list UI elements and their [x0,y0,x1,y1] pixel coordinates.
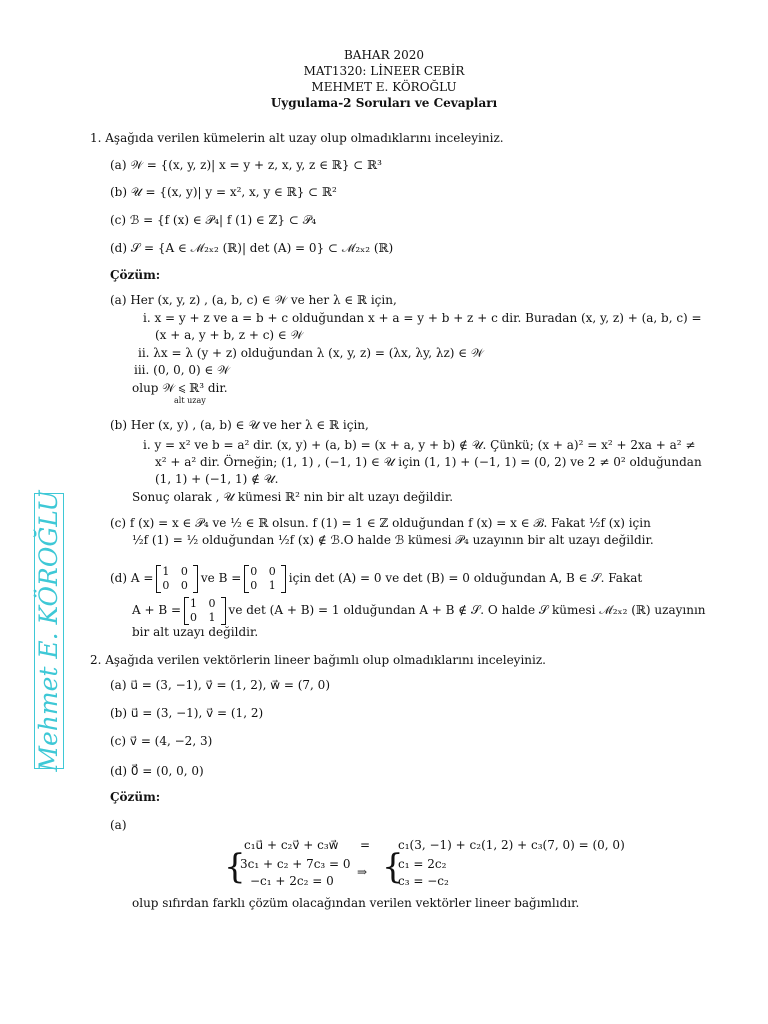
q2-eq-rhs: c₁(3, −1) + c₂(1, 2) + c₃(7, 0) = (0, 0) [398,838,625,852]
right-brace: { [382,847,404,887]
q1-sol-b-end: Sonuç olarak , 𝒰 kümesi ℝ² nin bir alt uzayı değildir. [132,490,454,504]
q1-sol-a-subscript: alt uzay [174,396,206,405]
q2-item-b: (b) u⃗ = (3, −1), v⃗ = (1, 2) [110,706,264,720]
matrix-a-row1: 1 0 [162,565,192,578]
implies-arrow: ⇒ [357,865,368,879]
q2-system-eq1: 3c₁ + c₂ + 7c₃ = 0 [240,857,351,871]
q2-item-d: (d) 0⃗ = (0, 0, 0) [110,764,204,778]
q1-sol-a-i2: (x + a, y + b, z + c) ∈ 𝒲 [155,328,304,342]
q1-sol-b-i1: i. y = x² ve b = a² dir. (x, y) + (a, b) = (x + a, y + b) ∉ 𝒰. Çünkü; (x + a)² = x² + 2xa + a² ≠ [143,438,696,452]
course-term: BAHAR 2020 [343,48,424,62]
q1-sol-a-head: (a) Her (x, y, z) , (a, b, c) ∈ 𝒲 ve her λ ∈ ℝ için, [110,293,397,307]
matrix-b-row1: 0 0 [250,565,280,578]
matrix-b-row2: 0 1 [250,579,280,592]
q2-intro: 2. Aşağıda verilen vektörlerin lineer bağımlı olup olmadıklarını inceleyiniz. [90,653,546,667]
watermark-text: Mehmet E. KÖROĞLU [33,490,63,772]
q2-system-eq2: −c₁ + 2c₂ = 0 [250,874,334,888]
q2-result-eq2: c₃ = −c₂ [398,874,449,888]
q2-eq-equals: = [360,838,371,852]
q1-sol-d-text2: ve det (A + B) = 1 olduğundan A + B ∉ 𝒮. O halde 𝒮 kümesi ℳ₂ₓ₂ (ℝ) uzayının [228,603,706,618]
matrix-a-plus-b [184,597,226,625]
q1-sol-c-line2: ½f (1) = ½ olduğundan ½f (x) ∉ ℬ.O halde ℬ kümesi 𝒫₄ uzayının bir alt uzayı değildir. [132,533,654,547]
q2-item-c: (c) v⃗ = (4, −2, 3) [110,734,213,748]
q2-solution-heading: Çözüm: [110,790,161,804]
left-brace: { [224,847,246,887]
matrix-b [244,565,286,593]
q2-result-eq1: c₁ = 2c₂ [398,857,447,871]
q1-sol-a-iii: iii. (0, 0, 0) ∈ 𝒲 [134,363,230,377]
q1-item-c: (c) ℬ = {f (x) ∈ 𝒫₄| f (1) ∈ ℤ} ⊂ 𝒫₄ [110,213,317,227]
document-title: Uygulama-2 Soruları ve Cevapları [270,96,498,110]
matrix-ab-row2: 0 1 [190,611,220,624]
q1-sol-b-head: (b) Her (x, y) , (a, b) ∈ 𝒰 ve her λ ∈ ℝ için, [110,418,369,432]
q1-sol-d-line1 [110,563,642,595]
q1-sol-d-a-label: (d) A = [110,571,154,586]
q1-sol-d-text1: için det (A) = 0 ve det (B) = 0 olduğundan A, B ∈ 𝒮. Fakat [288,571,643,586]
q1-sol-d-line3: bir alt uzayı değildir. [132,625,259,639]
q1-sol-a-end: olup 𝒲 ⩽ ℝ³ dir. [132,381,228,395]
q1-solution-heading: Çözüm: [110,268,161,282]
watermark-box [33,490,64,772]
q1-sol-d-ab-label: A + B = [132,603,182,618]
q1-intro: 1. Aşağıda verilen kümelerin alt uzay olup olmadıklarını inceleyiniz. [90,131,504,145]
q1-item-a: (a) 𝒲 = {(x, y, z)| x = y + z, x, y, z ∈ ℝ} ⊂ ℝ³ [110,158,382,172]
q1-sol-a-ii: ii. λx = λ (y + z) olduğundan λ (x, y, z) = (λx, λy, λz) ∈ 𝒲 [138,346,484,360]
matrix-a-row2: 0 0 [162,579,192,592]
q2-eq-lhs: c₁u⃗ + c₂v⃗ + c₃w⃗ [244,838,339,852]
author-name: MEHMET E. KÖROĞLU [311,80,457,94]
q1-sol-b-i2: x² + a² dir. Örneğin; (1, 1) , (−1, 1) ∈ 𝒰 için (1, 1) + (−1, 1) = (0, 2) ve 2 ≠ 0² olduğundan [155,455,702,469]
course-title: MAT1320: LİNEER CEBİR [303,64,465,78]
q2-sol-a-label: (a) [110,818,127,832]
matrix-a [156,565,198,593]
q2-sol-a-conclusion: olup sıfırdan farklı çözüm olacağından verilen vektörler lineer bağımlıdır. [132,896,580,910]
q1-item-b: (b) 𝒰 = {(x, y)| y = x², x, y ∈ ℝ} ⊂ ℝ² [110,185,337,199]
q1-sol-d-b-label: ve B = [200,571,242,586]
q1-sol-b-i3: (1, 1) + (−1, 1) ∉ 𝒰. [155,472,279,486]
q1-sol-c-line1: (c) f (x) = x ∈ 𝒫₄ ve ½ ∈ ℝ olsun. f (1) = 1 ∈ ℤ olduğundan f (x) = x ∈ ℬ. Fakat ½f (x) için [110,516,651,530]
q1-item-d: (d) 𝒮 = {A ∈ ℳ₂ₓ₂ (ℝ)| det (A) = 0} ⊂ ℳ₂ₓ₂ (ℝ) [110,241,394,255]
q1-sol-d-line2 [132,595,706,627]
q2-item-a: (a) u⃗ = (3, −1), v⃗ = (1, 2), w⃗ = (7, 0) [110,678,331,692]
matrix-ab-row1: 1 0 [190,597,220,610]
q1-sol-a-i1: i. x = y + z ve a = b + c olduğundan x + a = y + b + z + c dir. Buradan (x, y, z) + (a, b, c) = [143,311,702,325]
